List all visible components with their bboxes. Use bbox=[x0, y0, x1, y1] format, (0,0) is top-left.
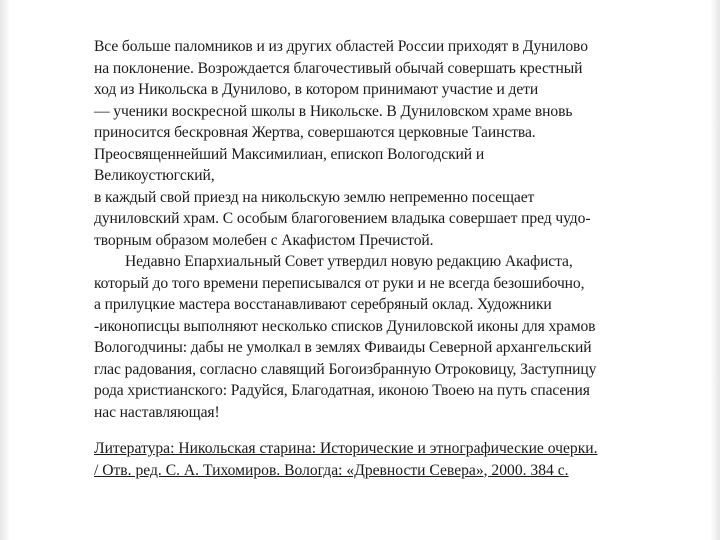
left-edge-shadow bbox=[0, 0, 10, 540]
text-line: глас радования, согласно славящий Богоизбранную Отроковицу, Заступницу bbox=[94, 360, 597, 378]
text-line: Вологодчины: дабы не умолкал в землях Фиваиды Северной архангельский bbox=[94, 339, 592, 356]
paragraph-start-line: Недавно Епархиальный Совет утвердил новую редакцию Акафиста, bbox=[125, 253, 573, 270]
text-line: Все больше паломников и из других областей России приходят в Дунилово bbox=[94, 38, 588, 55]
text-line: на поклонение. Возрождается благочестивый обычай совершать крестный bbox=[94, 59, 583, 77]
text-line: дуниловский храм. С особым благоговением владыка совершает пред чудо- bbox=[94, 210, 591, 227]
literature-line-2: / Отв. ред. С. А. Тихомиров. Вологда: «Древности Севера», 2000. 384 с. bbox=[94, 461, 569, 479]
text-line: творным образом молебен с Акафистом Пречистой. bbox=[94, 231, 434, 249]
text-line: а прилуцкие мастера восстанавливают серебряный оклад. Художники bbox=[94, 296, 552, 313]
text-line: нас наставляющая! bbox=[94, 403, 220, 421]
text-line: Преосвященнейший Максимилиан, епископ Вологодский и bbox=[94, 145, 485, 163]
text-line: -иконописцы выполняют несколько списков Дуниловской иконы для храмов bbox=[94, 317, 596, 335]
text-line: в каждый свой приезд на никольскую землю непременно посещает bbox=[94, 188, 535, 206]
literature-line-1: Литература: Никольская старина: Исторические и этнографические очерки. bbox=[94, 440, 598, 457]
text-line: Великоустюгский, bbox=[94, 167, 215, 184]
literature-reference bbox=[94, 438, 694, 481]
main-text bbox=[94, 36, 694, 423]
text-line: рода христианского: Радуйся, Благодатная, иконою Твоею на путь спасения bbox=[94, 382, 590, 399]
text-line: который до того времени переписывался от руки и не всегда безошибочно, bbox=[94, 274, 585, 292]
text-line: — ученики воскресной школы в Никольске. В Дуниловском храме вновь bbox=[94, 102, 573, 120]
text-line: ход из Никольска в Дунилово, в котором принимают участие и дети bbox=[94, 81, 539, 98]
text-line: приносится бескровная Жертва, совершаются церковные Таинства. bbox=[94, 124, 536, 141]
right-edge-shadow bbox=[710, 0, 720, 540]
